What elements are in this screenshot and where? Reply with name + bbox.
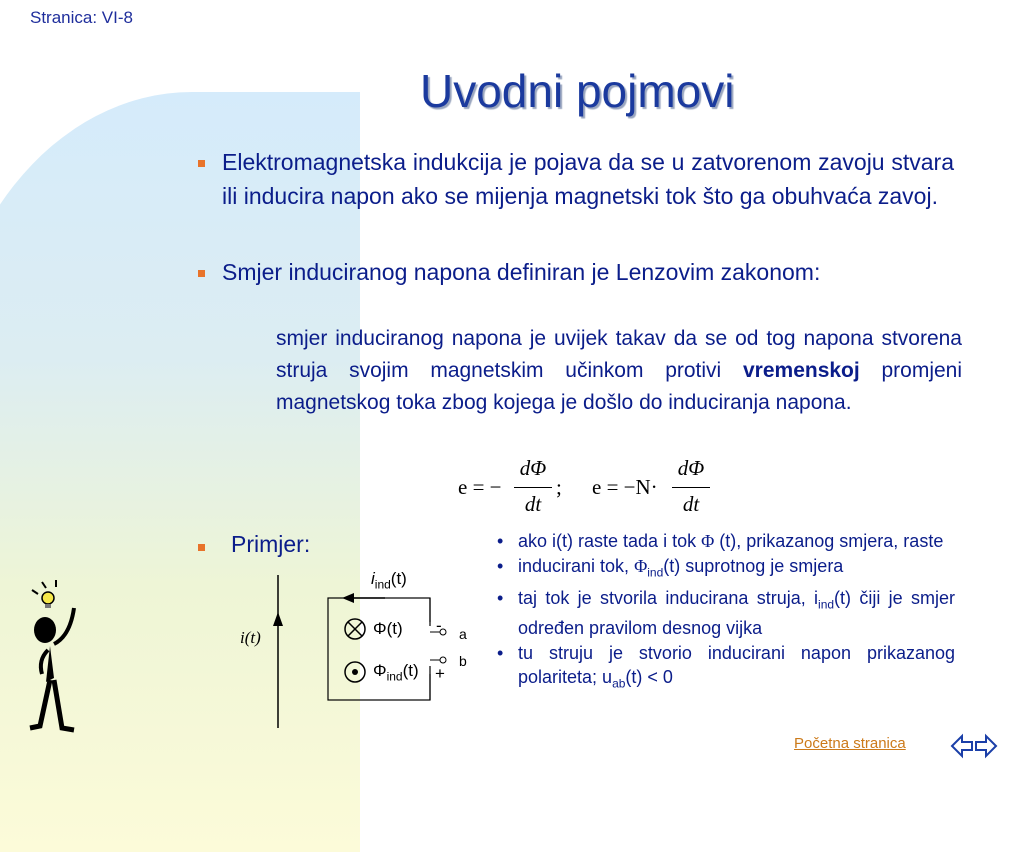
terminal-b-label: b bbox=[459, 653, 467, 669]
current-arrow bbox=[273, 612, 283, 626]
paragraph-definition: Elektromagnetska indukcija je pojava da se u zatvorenom zavoju stvara ili inducira napon ako se mijenja magnetski tok što ga obuhvaća zavoj. bbox=[222, 149, 954, 209]
formula-denominator-2: dt bbox=[682, 492, 700, 516]
terminal-a-label: a bbox=[459, 626, 467, 642]
square-bullet bbox=[198, 160, 205, 167]
page-number: Stranica: VI-8 bbox=[30, 8, 133, 27]
example-notes bbox=[493, 529, 955, 697]
formula-lhs-2: e = −N· bbox=[592, 475, 658, 499]
formula-numerator-1: dΦ bbox=[519, 456, 547, 480]
current-label: i(t) bbox=[240, 628, 261, 647]
formula-numerator-2: dΦ bbox=[677, 456, 705, 480]
stick-figure-idea-icon bbox=[20, 578, 90, 738]
lenz-intro: Smjer induciranog napona definiran je Lenzovim zakonom: bbox=[222, 259, 821, 285]
slide-title: Uvodni pojmovi bbox=[420, 65, 735, 117]
minus-sign: - bbox=[436, 616, 442, 635]
note-item: • inducirani tok, $\Phi_{ind}(t)$ suprotnog je smjera bbox=[497, 556, 844, 580]
faraday-formula bbox=[452, 456, 722, 520]
home-page-link[interactable]: Početna stranica bbox=[794, 735, 906, 752]
note-item: • tu struju je stvorio inducirani napon prikazanog polariteta; $u_{ab}(t) < 0$ bbox=[497, 643, 955, 691]
formula-separator: ; bbox=[556, 475, 562, 499]
formula-lhs-1: e = − bbox=[458, 475, 502, 499]
induced-current-arrow bbox=[342, 593, 354, 603]
paragraph-lenz bbox=[222, 255, 954, 289]
left-right-arrows-icon[interactable] bbox=[948, 728, 1000, 764]
plus-sign: + bbox=[435, 664, 445, 683]
induction-circuit-diagram bbox=[270, 570, 470, 730]
fraction-bar bbox=[672, 487, 710, 488]
fraction-bar bbox=[514, 487, 552, 488]
lenz-rule: smjer induciranog napona je uvijek takav da se od tog napona stvorena struja svojim magnetskim učinkom protivi vremenskoj promjeni magnetskog toka zbog kojega je došlo do induciranja napona. bbox=[276, 327, 963, 414]
note-item: • taj tok je stvorila inducirana struja, $i_{ind}(t)$ čiji je smjer određen pravilom desnog vijka bbox=[497, 587, 955, 639]
square-bullet bbox=[198, 544, 205, 551]
loop-rect bbox=[328, 598, 430, 700]
induced-current-label: $i_{ind}(t)$ bbox=[371, 569, 407, 592]
example-heading: Primjer: bbox=[231, 531, 311, 557]
square-bullet bbox=[198, 270, 205, 277]
note-item: • ako i(t) raste tada i tok Φ (t), prikazanog smjera, raste bbox=[497, 531, 944, 551]
formula-denominator-1: dt bbox=[524, 492, 542, 516]
flux-label: Φ(t) bbox=[373, 619, 403, 638]
emphasis-word: vremenskoj bbox=[742, 359, 860, 382]
terminal-b bbox=[440, 657, 446, 663]
induced-flux-label: $\Phi_{ind}(t)$ bbox=[373, 661, 419, 684]
